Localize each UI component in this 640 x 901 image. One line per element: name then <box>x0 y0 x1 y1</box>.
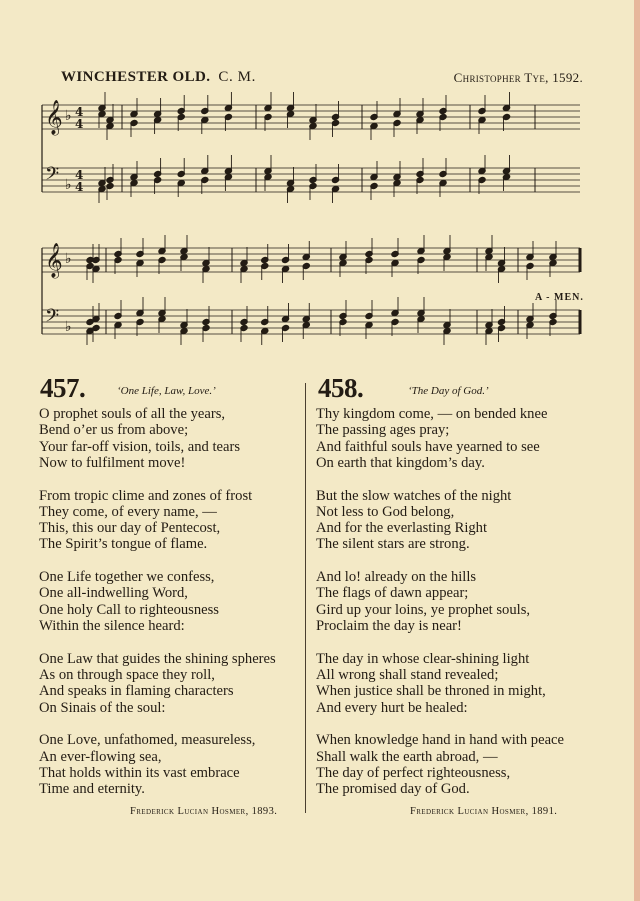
verse-line: Shall walk the earth abroad, — <box>316 748 498 765</box>
tune-meter: C. M. <box>218 69 256 85</box>
verse <box>316 732 564 797</box>
hymn-verses-457 <box>39 406 276 814</box>
verse-line: And lo! already on the hills <box>316 569 477 586</box>
verse-line: One Law that guides the shining spheres <box>39 650 276 667</box>
hymn-title-458: ‘The Day of God.’ <box>408 385 489 397</box>
verse-line: On earth that kingdom’s day. <box>316 454 485 471</box>
flat-sign: ♭ <box>65 108 72 124</box>
verse-line: And faithful souls have yearned to see <box>316 438 540 455</box>
verse-line: The day in whose clear-shining light <box>316 650 530 667</box>
verse <box>316 488 564 553</box>
verse-line: Proclaim the day is near! <box>316 618 462 635</box>
verse-line: The passing ages pray; <box>316 422 450 439</box>
verse-line: An ever-flowing sea, <box>39 748 162 765</box>
verse-line: And speaks in flaming characters <box>39 683 234 700</box>
hymn-author-457: Frederick Lucian Hosmer, 1893. <box>130 806 278 817</box>
verse-line: As on through space they roll, <box>39 667 215 684</box>
treble-clef: 𝄞 <box>45 243 63 278</box>
music-score <box>0 90 640 375</box>
flat-sign: ♭ <box>65 251 72 267</box>
hymn-verses-458 <box>316 406 564 814</box>
hymn-number-457: 457. <box>40 373 86 403</box>
verse-line: And every hurt be healed: <box>316 699 468 716</box>
time-signature: 4 <box>75 105 84 119</box>
time-signature: 4 <box>75 168 84 182</box>
verse <box>316 569 564 634</box>
column-divider <box>305 383 306 813</box>
verse-line: Gird up your loins, ye prophet souls, <box>316 601 531 618</box>
verse-line: Within the silence heard: <box>39 618 185 635</box>
verse-line: But the slow watches of the night <box>316 487 512 504</box>
verse-line: They come, of every name, — <box>39 503 217 520</box>
verse-line: That holds within its vast embrace <box>39 764 240 781</box>
verse-line: Bend o’er us from above; <box>39 422 189 439</box>
verse <box>316 651 564 716</box>
verse-line: When justice shall be throned in might, <box>316 683 546 700</box>
verse-line: The flags of dawn appear; <box>316 585 469 602</box>
verse-line: Your far-off vision, toils, and tears <box>39 438 241 455</box>
verse-line: One holy Call to righteousness <box>39 601 219 618</box>
verse-line: O prophet souls of all the years, <box>39 406 226 422</box>
verse <box>316 406 564 471</box>
verse-line: Not less to God belong, <box>316 503 455 520</box>
amen-text: A - MEN. <box>535 292 584 303</box>
verse <box>39 569 276 634</box>
verse-line: The Spirit’s tongue of flame. <box>39 536 208 553</box>
verse <box>39 732 276 797</box>
verse-line: This, this our day of Pentecost, <box>39 520 221 537</box>
verse-line: All wrong shall stand revealed; <box>316 667 499 684</box>
verse-line: The promised day of God. <box>316 781 470 798</box>
verse-line: And for the everlasting Right <box>316 520 488 537</box>
verse-line: The day of perfect righteousness, <box>316 764 511 781</box>
verse-line: One all-indwelling Word, <box>39 585 188 602</box>
hymn-author-458: Frederick Lucian Hosmer, 1891. <box>410 806 558 817</box>
verse-line: Thy kingdom come, — on bended knee <box>316 406 548 422</box>
verse-line: Now to fulfilment move! <box>39 454 186 471</box>
flat-sign: ♭ <box>65 177 72 193</box>
verse-line: When knowledge hand in hand with peace <box>316 732 565 749</box>
verse-line: On Sinais of the soul: <box>39 699 166 716</box>
verse-line: Time and eternity. <box>39 781 145 798</box>
verse-line: The silent stars are strong. <box>316 536 470 553</box>
tune-heading <box>61 69 256 86</box>
hymn-number-458: 458. <box>318 373 364 403</box>
tune-name: WINCHESTER OLD. <box>61 69 211 85</box>
verse <box>39 406 276 471</box>
flat-sign: ♭ <box>65 319 72 335</box>
bass-clef: 𝄢 <box>45 164 60 189</box>
treble-clef: 𝄞 <box>45 100 63 135</box>
verse-line: One Love, unfathomed, measureless, <box>39 732 256 749</box>
verse-line: From tropic clime and zones of frost <box>39 487 253 504</box>
time-signature: 4 <box>75 117 84 131</box>
hymn-title-457: ‘One Life, Law, Love.’ <box>117 385 216 397</box>
verse-line: One Life together we confess, <box>39 569 215 586</box>
verse <box>39 488 276 553</box>
time-signature: 4 <box>75 180 84 194</box>
verse <box>39 651 276 716</box>
bass-clef: 𝄢 <box>45 306 60 331</box>
composer-credit: Christopher Tye, 1592. <box>453 70 583 85</box>
